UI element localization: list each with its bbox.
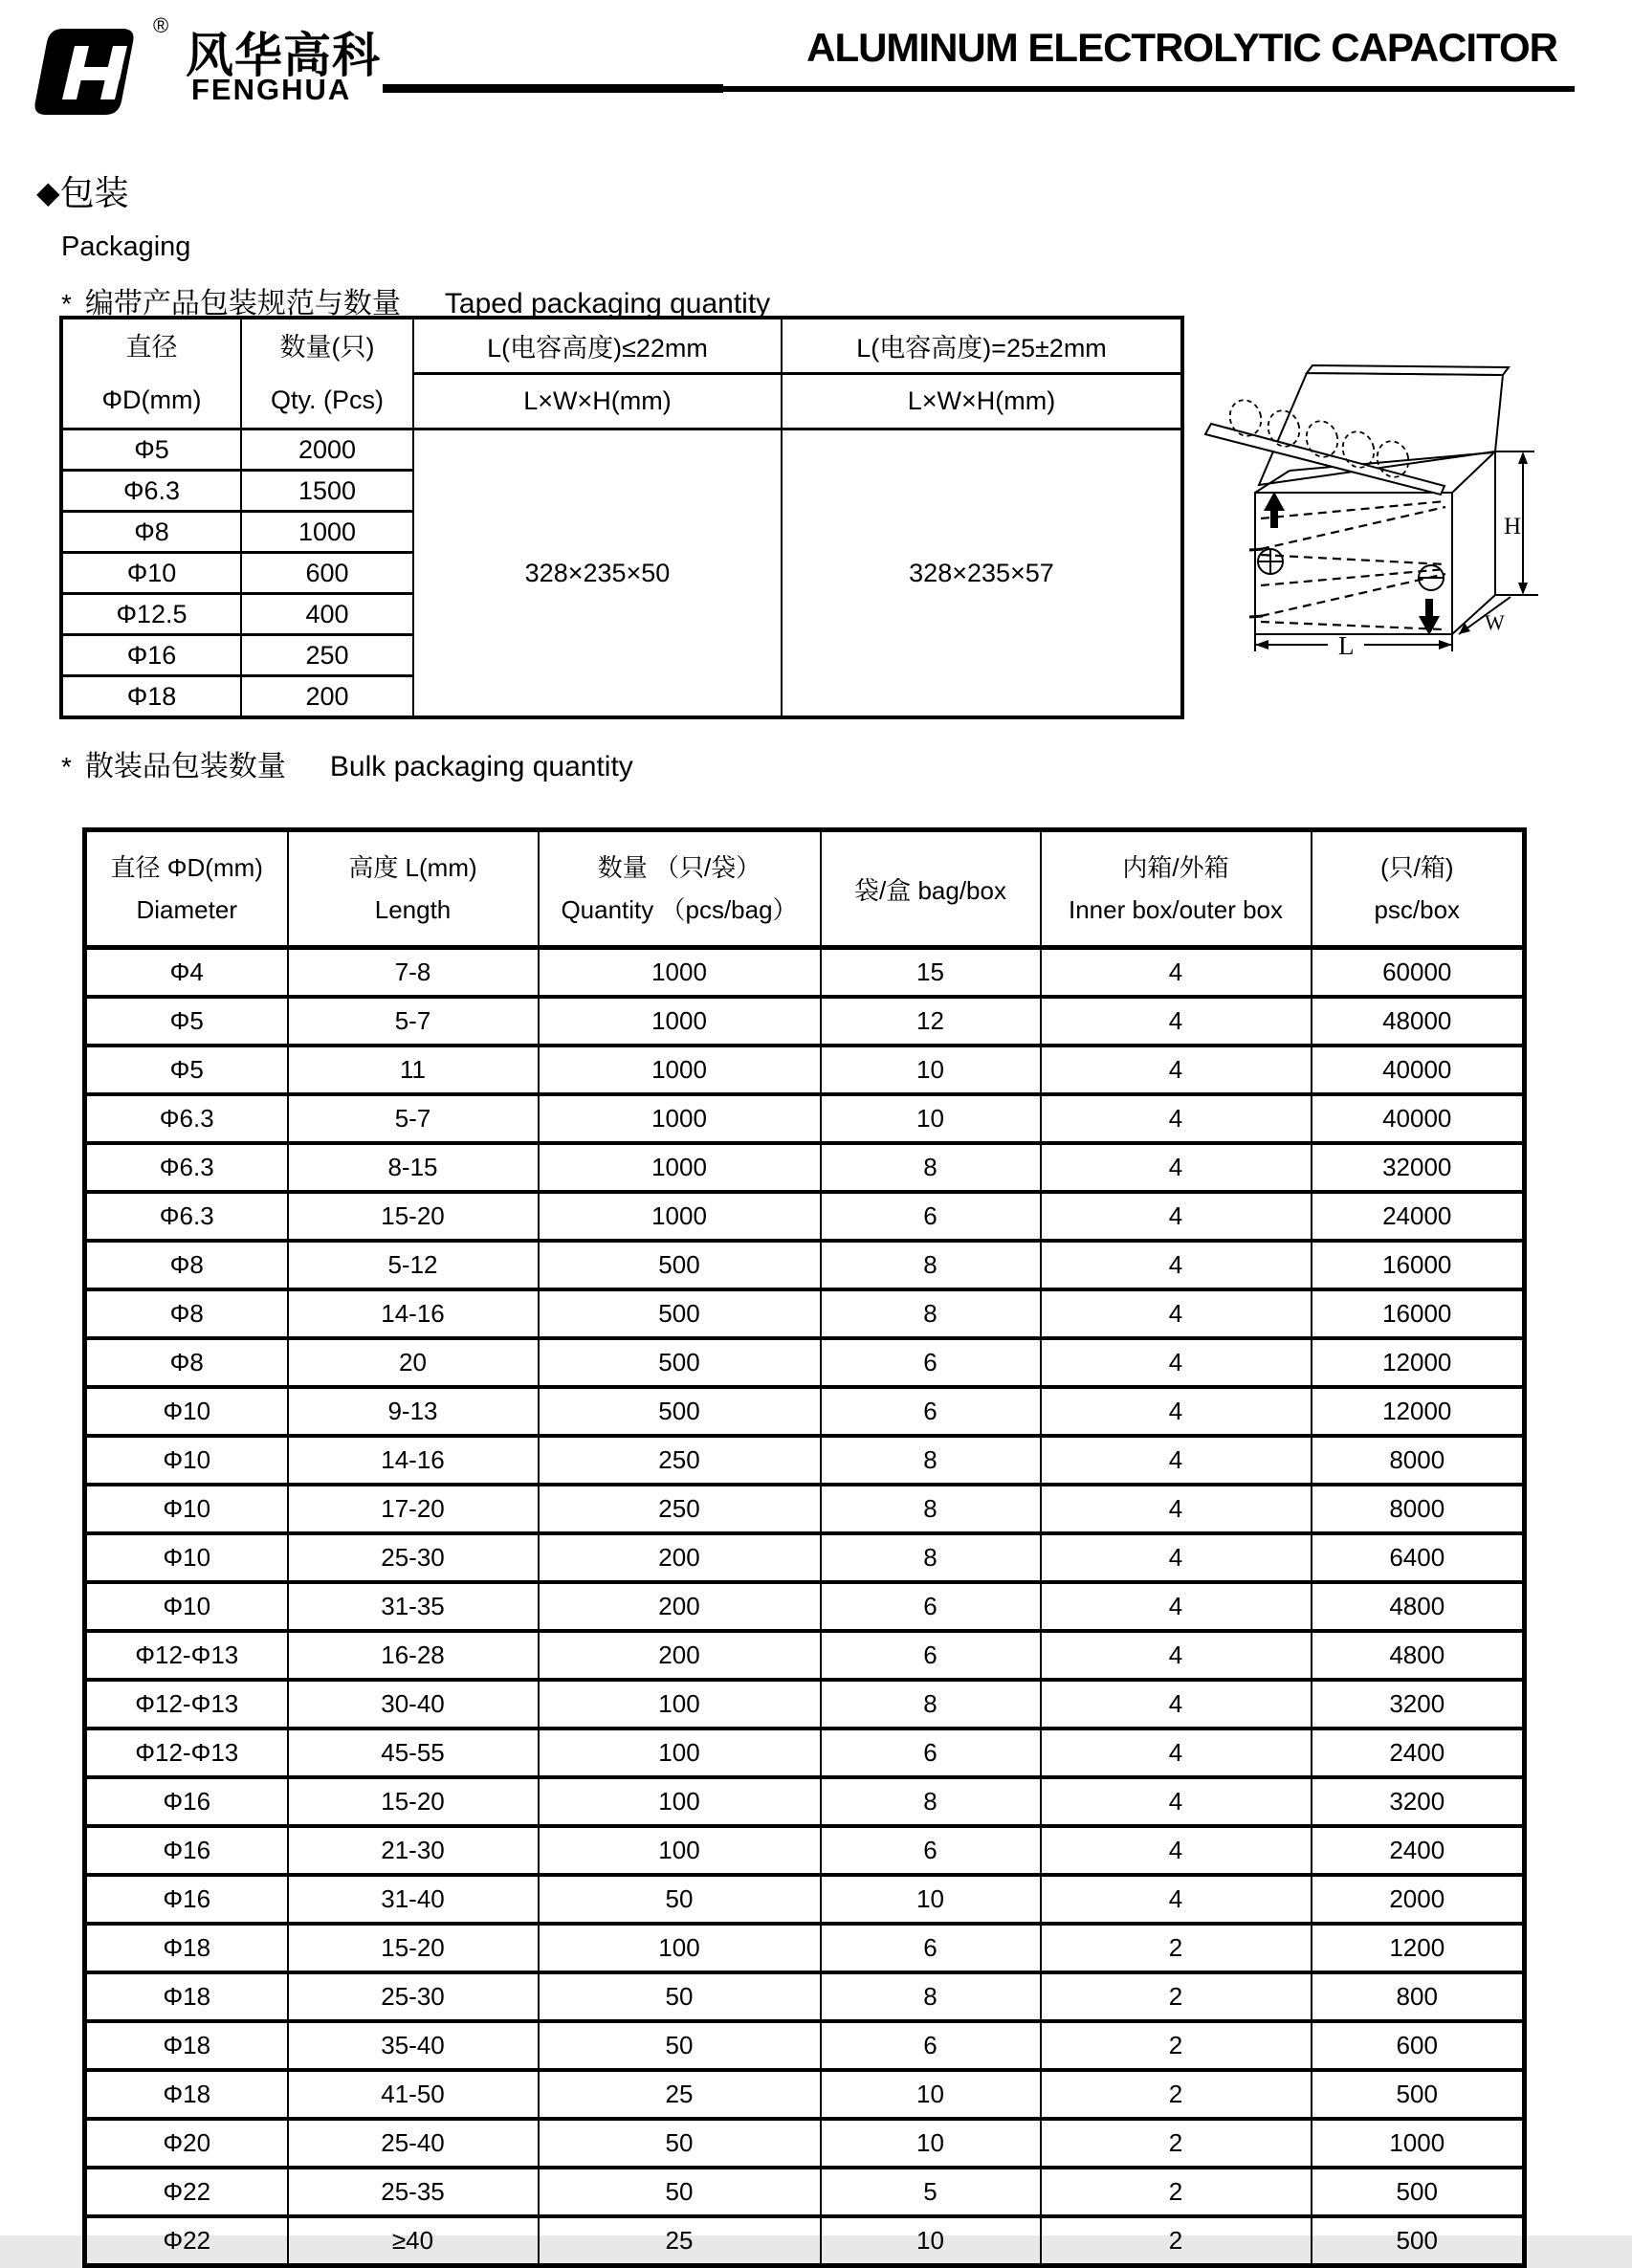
diameter-cell: Φ22	[85, 2216, 288, 2266]
header-label: 高度 L(mm)	[348, 853, 477, 882]
fenghua-logo-icon	[34, 25, 151, 117]
bag-per-box-cell: 6	[821, 1582, 1041, 1631]
pcs-per-box-cell: 1000	[1312, 2119, 1525, 2168]
length-cell: 15-20	[288, 1777, 539, 1826]
quantity-cell: 100	[539, 1777, 821, 1826]
asterisk-marker: *	[61, 289, 72, 319]
pcs-per-box-cell: 2000	[1312, 1875, 1525, 1924]
table-row	[85, 1289, 1525, 1338]
inner-outer-box-cell: 4	[1041, 1387, 1312, 1436]
quantity-cell: 100	[539, 1924, 821, 1972]
header-label: 内箱/外箱	[1122, 853, 1229, 882]
table-row	[85, 2070, 1525, 2119]
pcs-per-box-cell: 12000	[1312, 1387, 1525, 1436]
quantity-cell: 200	[539, 1631, 821, 1680]
pcs-per-box-cell: 6400	[1312, 1533, 1525, 1582]
inner-outer-box-cell: 4	[1041, 1436, 1312, 1485]
length-cell: 5-7	[288, 1094, 539, 1143]
inner-outer-box-cell: 4	[1041, 1192, 1312, 1241]
pcs-per-box-cell: 500	[1312, 2216, 1525, 2266]
inner-outer-box-cell: 2	[1041, 1972, 1312, 2021]
quantity-cell: 100	[539, 1680, 821, 1729]
inner-outer-box-cell: 4	[1041, 1875, 1312, 1924]
inner-outer-box-cell: 2	[1041, 2168, 1312, 2216]
quantity-cell: 500	[539, 1289, 821, 1338]
bulk-col-bagbox-header: 袋/盒 bag/box	[821, 830, 1041, 948]
dimension-label-h: H	[1504, 514, 1522, 539]
box-size-h22-cell: 328×235×50	[413, 429, 782, 718]
bulk-heading-cn: 散装品包装数量	[84, 751, 286, 782]
quantity-cell: 250	[539, 1436, 821, 1485]
bag-per-box-cell: 6	[821, 1924, 1041, 1972]
length-cell: 7-8	[288, 948, 539, 998]
diamond-marker-icon: ◆	[36, 175, 60, 209]
header-label: Qty. (Pcs)	[271, 385, 384, 414]
inner-outer-box-cell: 2	[1041, 2119, 1312, 2168]
quantity-cell: 500	[539, 1387, 821, 1436]
diameter-cell: Φ10	[85, 1485, 288, 1533]
diameter-cell: Φ12-Φ13	[85, 1631, 288, 1680]
table-row	[85, 948, 1525, 998]
box-side-face	[1452, 451, 1495, 634]
table-row	[85, 1387, 1525, 1436]
dimension-label-w: W	[1485, 610, 1505, 634]
inner-outer-box-cell: 4	[1041, 1046, 1312, 1094]
bag-per-box-cell: 8	[821, 1436, 1041, 1485]
pcs-per-box-cell: 800	[1312, 1972, 1525, 2021]
bulk-col-innerouter-header	[1041, 830, 1312, 948]
header-label: Diameter	[136, 895, 237, 924]
length-cell: ≥40	[288, 2216, 539, 2266]
table-row	[85, 1680, 1525, 1729]
bag-per-box-cell: 15	[821, 948, 1041, 998]
quantity-cell: 25	[539, 2216, 821, 2266]
diameter-cell: Φ4	[85, 948, 288, 998]
diameter-cell: Φ16	[85, 1875, 288, 1924]
length-cell: 25-30	[288, 1533, 539, 1582]
bag-per-box-cell: 8	[821, 1485, 1041, 1533]
bag-per-box-cell: 10	[821, 1094, 1041, 1143]
diameter-cell: Φ12.5	[61, 594, 241, 635]
pcs-per-box-cell: 60000	[1312, 948, 1525, 998]
inner-outer-box-cell: 4	[1041, 1729, 1312, 1777]
length-cell: 25-35	[288, 2168, 539, 2216]
quantity-cell: 1000	[539, 1192, 821, 1241]
diameter-cell: Φ8	[61, 512, 241, 553]
length-cell: 20	[288, 1338, 539, 1387]
quantity-cell: 1000	[539, 1143, 821, 1192]
diameter-cell: Φ18	[61, 676, 241, 718]
diameter-cell: Φ22	[85, 2168, 288, 2216]
taped-col-h22-subheader: L×W×H(mm)	[413, 374, 782, 429]
bag-per-box-cell: 10	[821, 1046, 1041, 1094]
quantity-cell: 500	[539, 1338, 821, 1387]
table-row	[85, 1826, 1525, 1875]
pcs-per-box-cell: 1200	[1312, 1924, 1525, 1972]
bag-per-box-cell: 6	[821, 1192, 1041, 1241]
diameter-cell: Φ6.3	[85, 1094, 288, 1143]
bag-per-box-cell: 8	[821, 1777, 1041, 1826]
taped-col-qty-header	[241, 318, 413, 429]
table-row	[85, 1485, 1525, 1533]
header-label: psc/box	[1374, 895, 1461, 924]
table-row	[61, 429, 1182, 471]
diameter-cell: Φ8	[85, 1289, 288, 1338]
bulk-header-row	[85, 830, 1525, 948]
diameter-cell: Φ16	[61, 635, 241, 676]
quantity-cell: 25	[539, 2070, 821, 2119]
pcs-per-box-cell: 3200	[1312, 1777, 1525, 1826]
table-row	[85, 1436, 1525, 1485]
quantity-cell: 200	[539, 1582, 821, 1631]
diameter-cell: Φ18	[85, 2021, 288, 2070]
length-cell: 5-7	[288, 997, 539, 1046]
pcs-per-box-cell: 40000	[1312, 1046, 1525, 1094]
bulk-heading	[61, 742, 633, 784]
bag-per-box-cell: 10	[821, 2119, 1041, 2168]
bag-per-box-cell: 6	[821, 2021, 1041, 2070]
table-row	[85, 997, 1525, 1046]
diameter-cell: Φ10	[85, 1533, 288, 1582]
header-divider-right	[723, 86, 1575, 92]
pcs-per-box-cell: 2400	[1312, 1729, 1525, 1777]
dimension-h	[1495, 451, 1538, 595]
header-label: 数量 （只/袋）	[597, 853, 761, 882]
table-row	[85, 1582, 1525, 1631]
qty-cell: 1500	[241, 471, 413, 512]
header-label: Quantity （pcs/bag）	[561, 895, 798, 924]
bag-per-box-cell: 5	[821, 2168, 1041, 2216]
dimension-l	[1255, 631, 1452, 660]
quantity-cell: 50	[539, 1875, 821, 1924]
table-row	[85, 2119, 1525, 2168]
table-row	[85, 1241, 1525, 1289]
asterisk-marker: *	[61, 752, 72, 782]
inner-outer-box-cell: 4	[1041, 1289, 1312, 1338]
length-cell: 17-20	[288, 1485, 539, 1533]
table-row	[85, 1192, 1525, 1241]
inner-outer-box-cell: 4	[1041, 1338, 1312, 1387]
diameter-cell: Φ8	[85, 1338, 288, 1387]
length-cell: 15-20	[288, 1924, 539, 1972]
bag-per-box-cell: 10	[821, 2070, 1041, 2119]
table-row	[85, 1094, 1525, 1143]
taped-heading-en: Taped packaging quantity	[444, 288, 771, 319]
length-cell: 21-30	[288, 1826, 539, 1875]
diameter-cell: Φ18	[85, 1924, 288, 1972]
inner-outer-box-cell: 2	[1041, 1924, 1312, 1972]
qty-cell: 200	[241, 676, 413, 718]
bag-per-box-cell: 8	[821, 1533, 1041, 1582]
taped-col-h25-subheader: L×W×H(mm)	[782, 374, 1182, 429]
section-title-en: Packaging	[61, 231, 191, 262]
diameter-cell: Φ10	[61, 553, 241, 594]
inner-outer-box-cell: 4	[1041, 1777, 1312, 1826]
quantity-cell: 50	[539, 2119, 821, 2168]
table-row	[85, 1338, 1525, 1387]
header-label: ΦD(mm)	[101, 385, 202, 414]
diameter-cell: Φ5	[85, 997, 288, 1046]
table-row	[85, 1143, 1525, 1192]
qty-cell: 400	[241, 594, 413, 635]
quantity-cell: 1000	[539, 948, 821, 998]
table-row	[85, 1046, 1525, 1094]
page-title: ALUMINUM ELECTROLYTIC CAPACITOR	[806, 25, 1557, 70]
box-size-h25-cell: 328×235×57	[782, 429, 1182, 718]
bag-per-box-cell: 6	[821, 1631, 1041, 1680]
diameter-cell: Φ10	[85, 1582, 288, 1631]
bag-per-box-cell: 12	[821, 997, 1041, 1046]
taped-col-diameter-header	[61, 318, 241, 429]
table-row	[85, 1924, 1525, 1972]
diameter-cell: Φ5	[61, 429, 241, 471]
table-row	[85, 1729, 1525, 1777]
taped-col-h22-header: L(电容高度)≤22mm	[413, 318, 782, 374]
length-cell: 16-28	[288, 1631, 539, 1680]
polarity-plus-icon	[1258, 549, 1283, 574]
bulk-col-quantity-header	[539, 830, 821, 948]
pcs-per-box-cell: 2400	[1312, 1826, 1525, 1875]
inner-outer-box-cell: 4	[1041, 997, 1312, 1046]
length-cell: 45-55	[288, 1729, 539, 1777]
quantity-cell: 100	[539, 1729, 821, 1777]
table-row	[85, 1972, 1525, 2021]
taped-header-row-1	[61, 318, 1182, 374]
bag-per-box-cell: 6	[821, 1338, 1041, 1387]
inner-outer-box-cell: 4	[1041, 1094, 1312, 1143]
header-label: 数量(只)	[279, 332, 375, 362]
length-cell: 25-30	[288, 1972, 539, 2021]
inner-outer-box-cell: 4	[1041, 1826, 1312, 1875]
taped-heading-cn: 编带产品包装规范与数量	[84, 288, 401, 319]
pcs-per-box-cell: 3200	[1312, 1680, 1525, 1729]
inner-outer-box-cell: 4	[1041, 1582, 1312, 1631]
bag-per-box-cell: 8	[821, 1241, 1041, 1289]
qty-cell: 600	[241, 553, 413, 594]
diameter-cell: Φ16	[85, 1777, 288, 1826]
quantity-cell: 500	[539, 1241, 821, 1289]
taped-packaging-table	[59, 316, 1184, 719]
diameter-cell: Φ10	[85, 1387, 288, 1436]
quantity-cell: 200	[539, 1533, 821, 1582]
inner-outer-box-cell: 4	[1041, 1680, 1312, 1729]
table-row	[85, 1875, 1525, 1924]
inner-outer-box-cell: 2	[1041, 2216, 1312, 2266]
inner-outer-box-cell: 2	[1041, 2021, 1312, 2070]
taped-col-h25-header: L(电容高度)=25±2mm	[782, 318, 1182, 374]
diameter-cell: Φ6.3	[85, 1143, 288, 1192]
diameter-cell: Φ20	[85, 2119, 288, 2168]
bulk-heading-en: Bulk packaging quantity	[329, 751, 633, 782]
header-divider-left	[383, 84, 723, 93]
bulk-col-length-header	[288, 830, 539, 948]
table-row	[85, 2021, 1525, 2070]
bag-per-box-cell: 8	[821, 1680, 1041, 1729]
quantity-cell: 50	[539, 1972, 821, 2021]
table-row	[85, 2216, 1525, 2266]
brand-name-en: FENGHUA	[191, 73, 352, 106]
dimension-label-l: L	[1338, 631, 1355, 660]
pcs-per-box-cell: 4800	[1312, 1631, 1525, 1680]
pcs-per-box-cell: 32000	[1312, 1143, 1525, 1192]
registered-trademark: ®	[153, 13, 169, 37]
pcs-per-box-cell: 500	[1312, 2070, 1525, 2119]
bag-per-box-cell: 10	[821, 2216, 1041, 2266]
bag-per-box-cell: 6	[821, 1826, 1041, 1875]
pcs-per-box-cell: 16000	[1312, 1241, 1525, 1289]
packing-box-diagram	[1202, 365, 1546, 669]
table-row	[85, 1777, 1525, 1826]
table-row	[85, 1631, 1525, 1680]
quantity-cell: 1000	[539, 1046, 821, 1094]
bag-per-box-cell: 8	[821, 1289, 1041, 1338]
section-title-cn: 包装	[59, 173, 129, 212]
quantity-cell: 100	[539, 1826, 821, 1875]
bag-per-box-cell: 8	[821, 1143, 1041, 1192]
quantity-cell: 250	[539, 1485, 821, 1533]
box-lid-edge	[1307, 365, 1509, 375]
pcs-per-box-cell: 16000	[1312, 1289, 1525, 1338]
pcs-per-box-cell: 40000	[1312, 1094, 1525, 1143]
inner-outer-box-cell: 4	[1041, 948, 1312, 998]
diameter-cell: Φ12-Φ13	[85, 1680, 288, 1729]
length-cell: 14-16	[288, 1289, 539, 1338]
header-label: 直径	[125, 332, 178, 362]
diameter-cell: Φ12-Φ13	[85, 1729, 288, 1777]
bag-per-box-cell: 10	[821, 1875, 1041, 1924]
pcs-per-box-cell: 4800	[1312, 1582, 1525, 1631]
quantity-cell: 50	[539, 2021, 821, 2070]
section-heading-cn	[36, 166, 129, 215]
diameter-cell: Φ6.3	[85, 1192, 288, 1241]
diameter-cell: Φ5	[85, 1046, 288, 1094]
pcs-per-box-cell: 12000	[1312, 1338, 1525, 1387]
inner-outer-box-cell: 4	[1041, 1631, 1312, 1680]
length-cell: 11	[288, 1046, 539, 1094]
bag-per-box-cell: 6	[821, 1387, 1041, 1436]
inner-outer-box-cell: 2	[1041, 2070, 1312, 2119]
length-cell: 5-12	[288, 1241, 539, 1289]
qty-cell: 250	[241, 635, 413, 676]
length-cell: 9-13	[288, 1387, 539, 1436]
length-cell: 35-40	[288, 2021, 539, 2070]
diameter-cell: Φ18	[85, 2070, 288, 2119]
header-label: Inner box/outer box	[1068, 895, 1284, 924]
length-cell: 31-40	[288, 1875, 539, 1924]
inner-outer-box-cell: 4	[1041, 1485, 1312, 1533]
table-row	[85, 1533, 1525, 1582]
length-cell: 30-40	[288, 1680, 539, 1729]
header-label: Length	[374, 895, 452, 924]
diameter-cell: Φ16	[85, 1826, 288, 1875]
length-cell: 8-15	[288, 1143, 539, 1192]
header-label: (只/箱)	[1379, 853, 1454, 882]
qty-cell: 2000	[241, 429, 413, 471]
inner-outer-box-cell: 4	[1041, 1533, 1312, 1582]
bag-per-box-cell: 6	[821, 1729, 1041, 1777]
pcs-per-box-cell: 600	[1312, 2021, 1525, 2070]
diameter-cell: Φ6.3	[61, 471, 241, 512]
inner-outer-box-cell: 4	[1041, 1143, 1312, 1192]
quantity-cell: 1000	[539, 997, 821, 1046]
brand-name-cn: 风华高科	[186, 29, 381, 82]
qty-cell: 1000	[241, 512, 413, 553]
length-cell: 25-40	[288, 2119, 539, 2168]
length-cell: 14-16	[288, 1436, 539, 1485]
pcs-per-box-cell: 24000	[1312, 1192, 1525, 1241]
pcs-per-box-cell: 8000	[1312, 1485, 1525, 1533]
diameter-cell: Φ10	[85, 1436, 288, 1485]
bulk-col-pcsbox-header	[1312, 830, 1525, 948]
quantity-cell: 1000	[539, 1094, 821, 1143]
quantity-cell: 50	[539, 2168, 821, 2216]
length-cell: 41-50	[288, 2070, 539, 2119]
bulk-packaging-table	[82, 827, 1527, 2268]
bag-per-box-cell: 8	[821, 1972, 1041, 2021]
inner-outer-box-cell: 4	[1041, 1241, 1312, 1289]
diameter-cell: Φ8	[85, 1241, 288, 1289]
table-row	[85, 2168, 1525, 2216]
diameter-cell: Φ18	[85, 1972, 288, 2021]
length-cell: 15-20	[288, 1192, 539, 1241]
pcs-per-box-cell: 8000	[1312, 1436, 1525, 1485]
header-label: 直径 ΦD(mm)	[110, 853, 263, 882]
pcs-per-box-cell: 48000	[1312, 997, 1525, 1046]
bulk-col-diameter-header	[85, 830, 288, 948]
pcs-per-box-cell: 500	[1312, 2168, 1525, 2216]
length-cell: 31-35	[288, 1582, 539, 1631]
